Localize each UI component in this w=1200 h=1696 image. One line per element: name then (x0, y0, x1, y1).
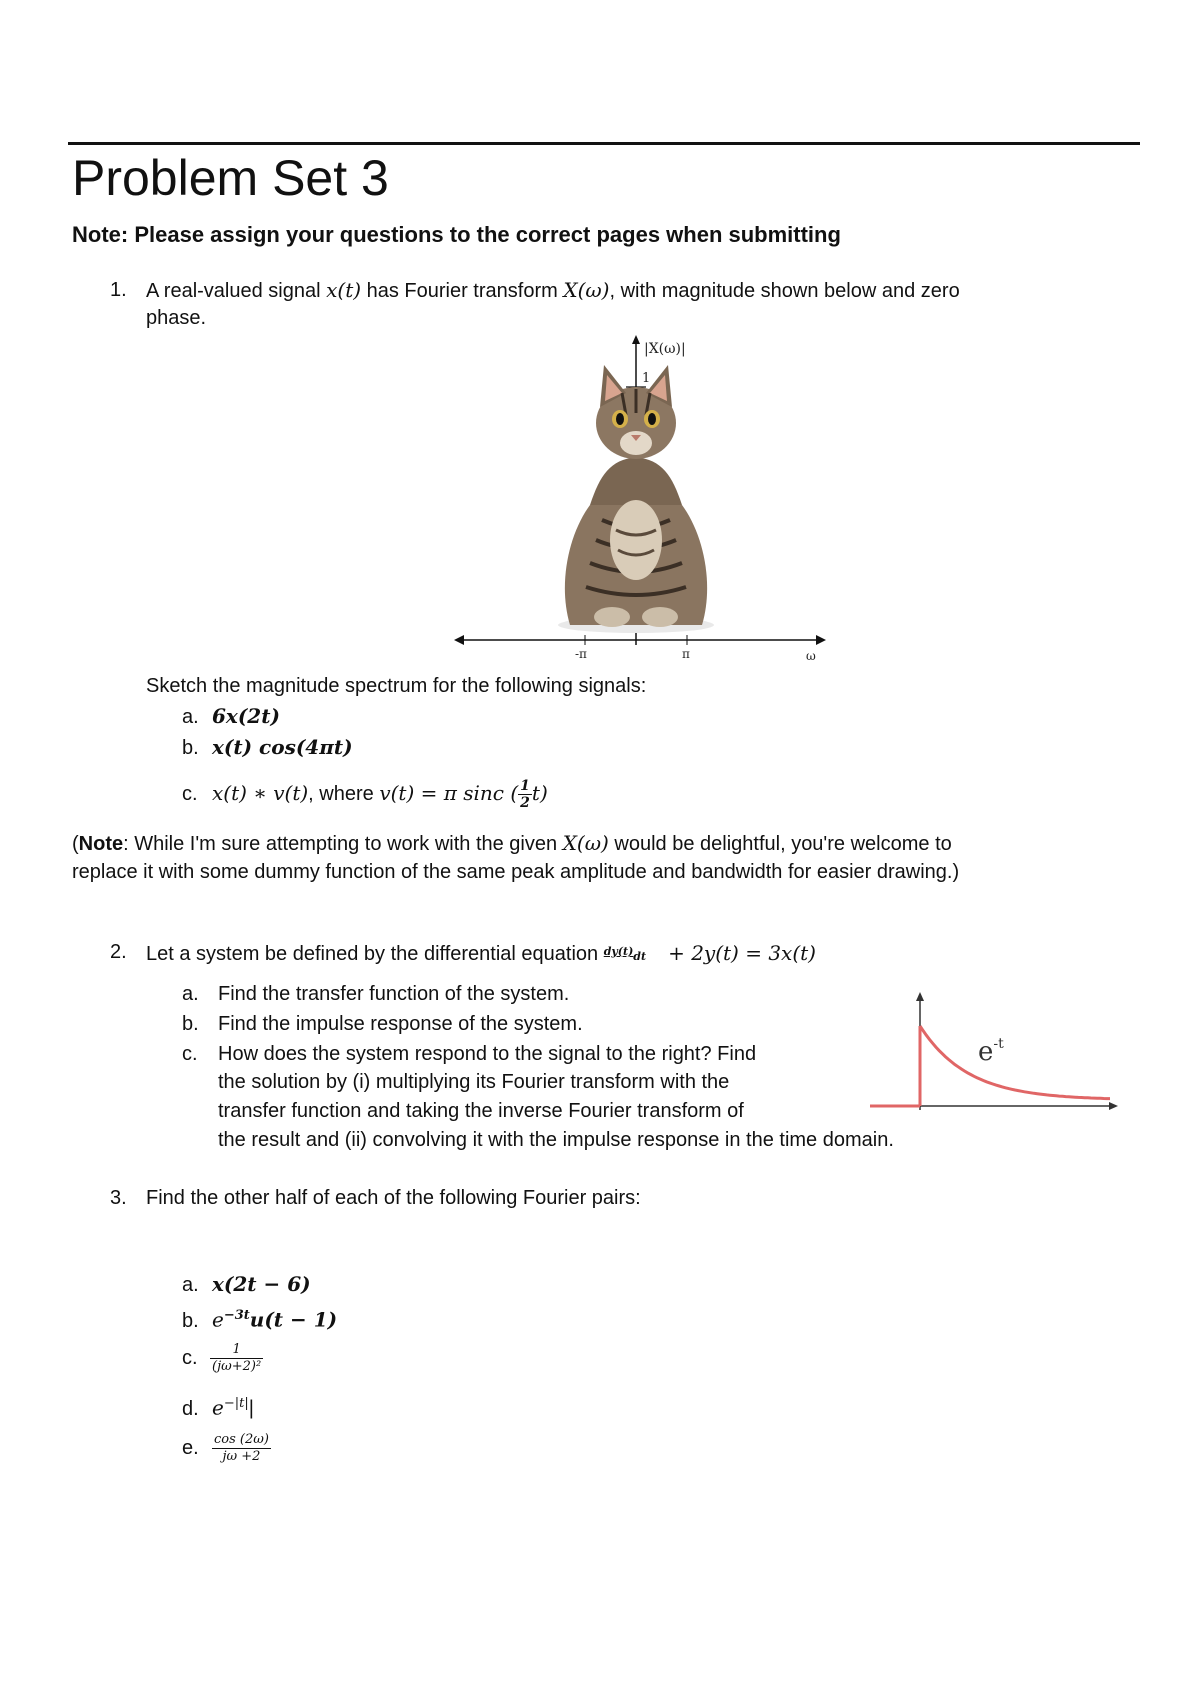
x-axis-left-arrow (454, 635, 464, 645)
q3-item-a: a. x(2t − 6) (182, 1272, 311, 1296)
q2-item-c-line4: the result and (ii) convolving it with the impulse response in the time domain. (218, 1129, 894, 1151)
x-axis-arrow (1109, 1102, 1118, 1110)
q2-item-c-line2: the solution by (i) multiplying its Fourier transform with the (218, 1071, 730, 1093)
curve-label: $e^{-t}$ (978, 1036, 1004, 1067)
q1-spectrum-figure (450, 335, 830, 665)
y-axis-arrow (632, 335, 640, 344)
q1-sketch-instruction: Sketch the magnitude spectrum for the following signals: (146, 675, 647, 697)
q2-item-b: b. Find the impulse response of the system. (182, 1013, 583, 1035)
y-axis-label: |X(ω)| (644, 341, 686, 357)
submission-note: Note: Please assign your questions to the correct pages when submitting (72, 222, 841, 247)
x-tick-label-pi: π (682, 647, 690, 661)
q1-aside-line2: replace it with some dummy function of the same peak amplitude and bandwidth for easier drawing.) (72, 861, 960, 883)
q1-aside-line1: (Note: While I'm sure attempting to work with the given X(ω) would be delightful, you're welcome to (72, 831, 952, 855)
q3-item-c: c. $\frac{1}{\text{(jω+2)²}}$ (182, 1342, 262, 1374)
q3-item-e: e. $\frac{\cos (2\omega)}{j\omega +2}$ (182, 1432, 269, 1464)
q1-item-b: b. x(t) cos(4πt) (182, 735, 353, 759)
q3-number: 3. (110, 1187, 127, 1209)
q2-intro: Let a system be defined by the differential equation $^{dy(t)}$dt + 2y(t) = 3x(t) (146, 941, 816, 965)
q2-item-a: a. Find the transfer function of the system. (182, 983, 570, 1005)
q1-intro: A real-valued signal x(t) has Fourier transform X(ω), with magnitude shown below and zero (146, 278, 960, 302)
q2-number: 2. (110, 941, 127, 963)
header-rule (68, 142, 1140, 145)
q1-number: 1. (110, 279, 127, 301)
exponential-curve (920, 1026, 1110, 1099)
y-axis-arrow (916, 992, 924, 1001)
x-axis-right-arrow (816, 635, 826, 645)
q2-item-c-line3: transfer function and taking the inverse Fourier transform of (218, 1100, 744, 1122)
q3-item-b: b. $e^{-3t}u(t - 1)$ (182, 1307, 338, 1332)
q1-item-c: c. x(t) ∗ v(t), where v(t) = π sinc ( $\frac{1}{2}$ t) (182, 778, 548, 811)
q2-item-c-line1: How does the system respond to the signal to the right? Find (218, 1043, 757, 1065)
q3-item-d: d. $e^{-|t|}|$ (182, 1395, 254, 1420)
x-axis-label: ω (806, 649, 816, 663)
q2-exponential-figure (860, 990, 1120, 1120)
q2-item-c-letter: c. (182, 1043, 198, 1065)
x-tick-label-neg-pi: -π (575, 647, 587, 661)
page-title: Problem Set 3 (72, 150, 389, 206)
cat-illustration (558, 365, 714, 633)
q3-intro: Find the other half of each of the following Fourier pairs: (146, 1187, 641, 1209)
q1-intro-cont: phase. (146, 307, 207, 329)
y-tick-label: 1 (642, 371, 651, 386)
q1-item-a: a. 6x(2t) (182, 704, 280, 728)
